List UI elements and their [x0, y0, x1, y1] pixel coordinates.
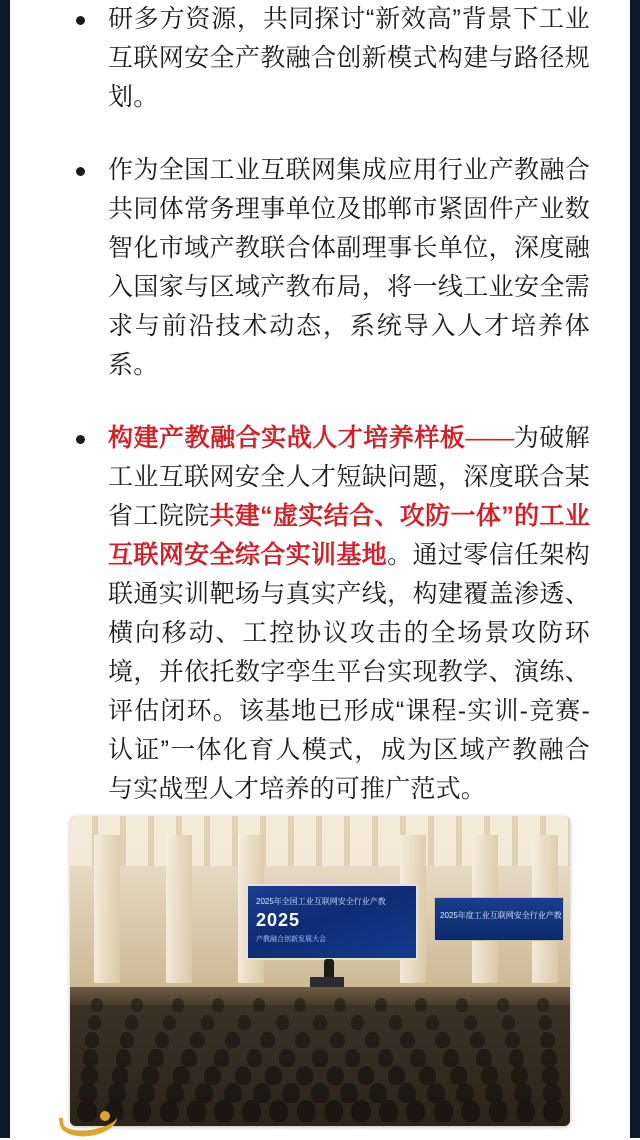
audience-person [116, 1049, 132, 1067]
audience-person [505, 1032, 519, 1049]
audience-person [269, 1100, 288, 1122]
audience-person [276, 1015, 289, 1030]
paragraph-3-heading-run: 构建产教融合实战人才培养样板 [108, 424, 466, 452]
audience-person [163, 1015, 176, 1030]
photo-column [94, 835, 120, 984]
audience-person [537, 998, 549, 1012]
bullet-icon [76, 435, 85, 444]
swirl-dot-icon [100, 1111, 110, 1121]
audience-person [497, 998, 509, 1012]
audience-person [160, 1100, 179, 1122]
audience-person [88, 1015, 101, 1030]
audience-person [260, 1032, 274, 1049]
stage-screen-title: 2025年全国工业互联网安全行业产教 [256, 897, 386, 907]
audience-row [70, 1015, 570, 1030]
audience-person [181, 1049, 197, 1067]
audience-person [324, 1100, 343, 1122]
audience-person [476, 1049, 492, 1067]
audience-person [456, 998, 468, 1012]
audience-person [434, 1100, 453, 1122]
bullet-icon [76, 167, 85, 176]
audience-person [509, 1049, 525, 1067]
audience-person [541, 1049, 557, 1067]
audience-person [294, 998, 306, 1012]
audience-person [253, 998, 265, 1012]
conference-photo [70, 816, 570, 1126]
audience-person [379, 1100, 398, 1122]
audience-person [212, 998, 224, 1012]
audience-person [295, 1032, 309, 1049]
audience-person [435, 1032, 449, 1049]
audience-person [85, 1032, 99, 1049]
audience-person [461, 1100, 480, 1122]
audience-person [502, 1015, 515, 1030]
paragraph-1-text: 研多方资源，共同探讨“新效高”背景下工业互联网安全产教融合创新模式构建与路径规划。 [108, 5, 590, 111]
audience-person [464, 1015, 477, 1030]
photo-side-banner [434, 897, 564, 941]
brand-swirl-logo [60, 1110, 120, 1132]
audience-person [187, 1100, 206, 1122]
paragraph-3-highlight-run: 共建“虚实结合、攻防一体”的工业互联网安全综合实训基地 [108, 502, 590, 569]
paragraph-3-body-run-b: 。通过零信任架构联通实训靶场与真实产线，构建覆盖渗透、横向移动、工控协议攻击的全场景攻防环境，并依托数字孪生平台实现教学、演练、评估闭环。该基地已形成“课程-实训-竞赛-认证”一体化育人模式，成为区域产教融合与实战型人才培养的可推广范式。 [108, 541, 590, 803]
audience-person [242, 1100, 261, 1122]
audience-person [190, 1032, 204, 1049]
audience-person [155, 1032, 169, 1049]
page-edge-right [630, 0, 640, 1138]
audience-person [201, 1015, 214, 1030]
audience-person [426, 1015, 439, 1030]
audience-person [378, 1049, 394, 1067]
audience-person [410, 1049, 426, 1067]
audience-person [247, 1049, 263, 1067]
paragraph-2 [42, 151, 590, 385]
audience-person [131, 998, 143, 1012]
audience-person [406, 1100, 425, 1122]
stage-screen-year: 2025 [256, 910, 301, 931]
paragraph-3 [42, 419, 590, 809]
audience-person [345, 1049, 361, 1067]
audience-person [214, 1049, 230, 1067]
audience-row [70, 1100, 570, 1122]
paragraph-2-text: 作为全国工业互联网集成应用行业产教融合共同体常务理事单位及邯郸市紧固件产业数智化市域产教联合体副理事长单位，深度融入国家与区域产教布局，将一线工业安全需求与前沿技术动态，系统导入人才培养体系。 [108, 156, 590, 379]
audience-person [279, 1049, 295, 1067]
audience-person [83, 1049, 99, 1067]
photo-stage-screen [246, 884, 418, 960]
audience-person [334, 998, 346, 1012]
page-edge-left [0, 0, 10, 1138]
audience-person [516, 1100, 535, 1122]
audience-person [312, 1049, 328, 1067]
audience-person [132, 1100, 151, 1122]
audience-person [375, 998, 387, 1012]
audience-person [389, 1015, 402, 1030]
audience-person [313, 1015, 326, 1030]
audience-person [351, 1100, 370, 1122]
audience-person [214, 1100, 233, 1122]
paragraph-3-dash-run: —— [465, 424, 514, 452]
audience-person [91, 998, 103, 1012]
audience-person [351, 1015, 364, 1030]
audience-person [120, 1032, 134, 1049]
audience-person [238, 1015, 251, 1030]
paragraph-1 [42, 0, 590, 117]
audience-person [297, 1100, 316, 1122]
audience-row [70, 1032, 570, 1049]
audience-person [365, 1032, 379, 1049]
audience-person [172, 998, 184, 1012]
audience-person [443, 1049, 459, 1067]
audience-person [489, 1100, 508, 1122]
audience-person [330, 1032, 344, 1049]
paragraph-3-body-run-a: 为破解工业互联网安全人才短缺问题，深度联合某省工院院 [108, 424, 590, 530]
audience-person [125, 1015, 138, 1030]
photo-audience [70, 996, 570, 1126]
audience-person [225, 1032, 239, 1049]
audience-person [539, 1015, 552, 1030]
audience-person [540, 1032, 554, 1049]
bullet-icon [76, 16, 85, 25]
photo-column [166, 835, 192, 984]
audience-person [148, 1049, 164, 1067]
audience-person [415, 998, 427, 1012]
audience-row [70, 1049, 570, 1067]
stage-screen-subtitle: 产教融合创新发展大会 [256, 936, 326, 944]
audience-person [470, 1032, 484, 1049]
side-banner-text: 2025年度工业互联网安全行业产教 [440, 910, 562, 920]
audience-person [400, 1032, 414, 1049]
audience-row [70, 998, 570, 1012]
audience-person [543, 1100, 562, 1122]
